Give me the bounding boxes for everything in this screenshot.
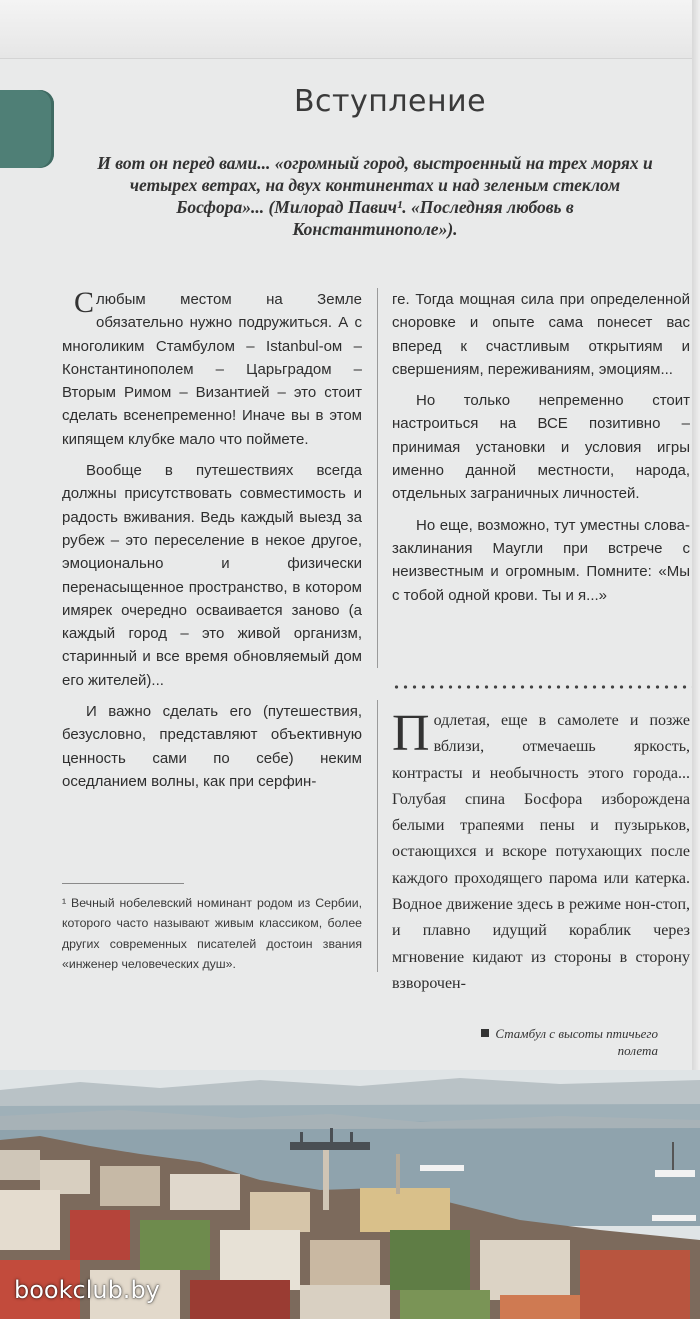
left-column <box>62 288 362 793</box>
chapter-tab <box>0 90 54 168</box>
dotted-separator <box>392 684 692 690</box>
left-paragraph-3: И важно сделать его (путешествия, безусловно, представляют объективную ценность сами по себе) неким оседланием волны, как при серфин- <box>62 703 362 790</box>
serif-sidebar-body: одлетая, еще в самолете и позже вблизи, отмечаешь яркость, контрасты и необычность этого города... Голубая спина Босфора изборождена белыми трапеями пены и пузырьков, остающихся и вскоре потухающих после каждого проходящего парома или катерка. Водное движение здесь в режиме нон-стоп, и плавно идущий кораблик через мгновение кидают из стороны в сторону взворочен- <box>392 712 690 992</box>
serif-sidebar-text <box>392 705 690 997</box>
page-top-strip <box>0 0 700 59</box>
right-paragraph-1: ге. Тогда мощная сила при определенной сноровке и опыте сама понесет вас вперед к счастливым открытиям и свершениям, переживаниям, эмоциям... <box>392 291 690 378</box>
right-column <box>392 288 690 607</box>
drop-initial-p: П <box>392 705 430 762</box>
caption-square-icon <box>481 1029 489 1037</box>
epigraph: И вот он перед вами... «огромный город, выстроенный на трех морях и четырех ветрах, на двух континентах и над зеленым стеклом Босфора»... (Милорад Павич¹. «Последняя любовь в Константинополе»). <box>97 153 653 239</box>
footnote-rule <box>62 883 184 884</box>
footnote: ¹ Вечный нобелевский номинант родом из Сербии, которого часто называют живым классиком, более других современных писателей достоин звания «инженер человеческих душ». <box>62 896 362 972</box>
right-paragraph-3: Но еще, возможно, тут уместны слова-заклинания Маугли при встрече с неизвестным и огромным. Помните: «Мы с тобой одной крови. Ты и я...» <box>392 516 690 604</box>
page-title: Вступление <box>293 84 487 119</box>
column-divider <box>377 288 378 668</box>
caption-text: Стамбул с высоты птичьего полета <box>495 1026 658 1058</box>
left-paragraph-2: Вообще в путешествиях всегда должны присутствовать совместимость и радость вживания. Ведь каждый выезд за рубеж – это переселение в некое другое, эмоционально и физически перенасыщенное пространство, в котором имярек очередно осваивается заново (а каждый город – это живой организм, старинный и все время обновляемый дом его жителей)... <box>62 462 362 689</box>
watermark: bookclub.by <box>14 1276 160 1304</box>
drop-initial-c: С <box>74 286 95 319</box>
right-paragraph-2: Но только непременно стоит настроиться на ВСЕ позитивно – принимая установки и условия игры именно данной местности, народа, отдельных заграничных личностей. <box>392 392 690 503</box>
column-divider-lower <box>377 700 378 972</box>
left-paragraph-1-text: любым местом на Земле обязательно нужно подружиться. А с многоликим Стамбулом – Istanbul-ом – Константинополем – Царьградом – Вторым Римом – Византией – это стоит сделать всенепременно! Иначе вы в этом кипящем клубке мало что поймете. <box>62 291 362 448</box>
left-paragraph-1 <box>62 288 362 451</box>
photo-caption <box>458 1025 658 1059</box>
